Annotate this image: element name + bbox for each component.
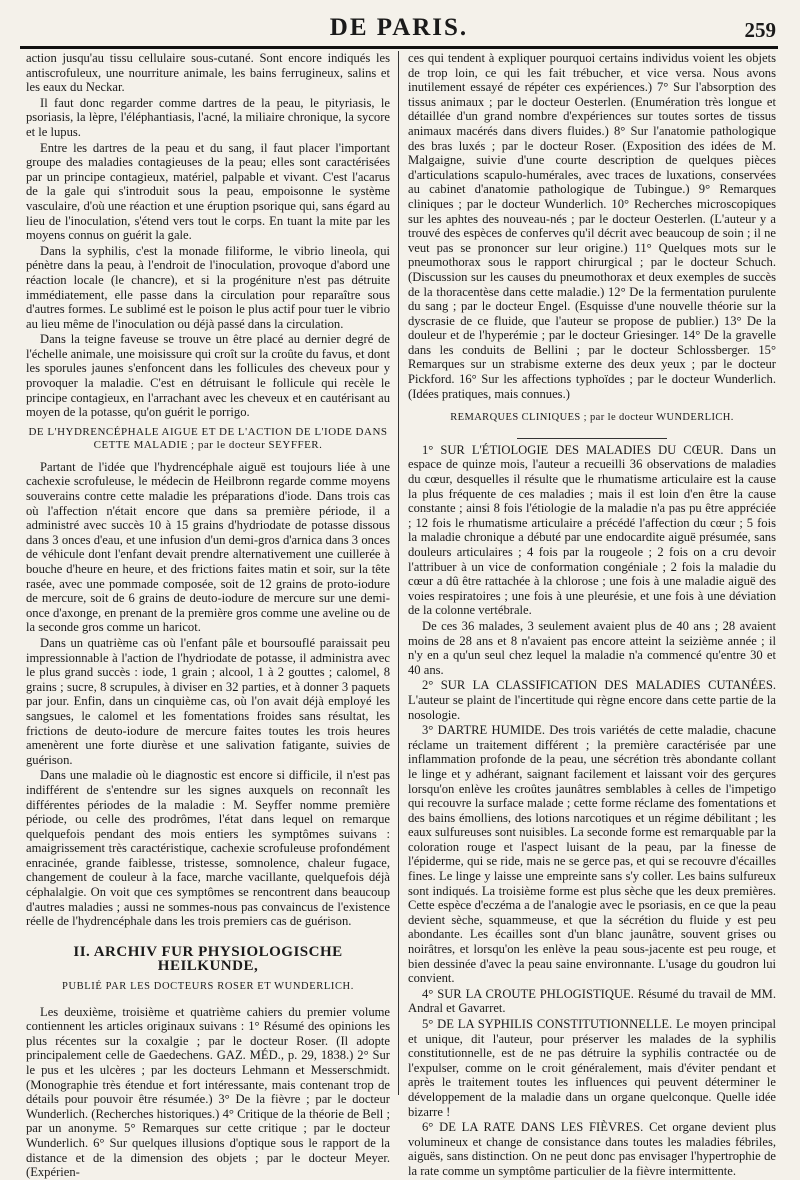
paragraph: ces qui tendent à expliquer pourquoi certains individus voient les objets de trop loin, ce qui les fait trébucher, et vice versa. Nous avons inutilement essayé de répéter ces expériences.) 7° Sur l'absorption des tissus animaux ; par le docteur Oesterlen. (Enumération très longue et détaillée d'un grand nombre d'expériences sur toutes sortes de tissus animaux macérés dans divers fluides.) 8° Sur l'anatomie pathologique des bras luxés ; par le docteur Roser. (Exposition des idées de M. Malgaigne, suivie d'une courte description de quelques pièces d'articulations scapulo-humérales, avec traces de luxations, conservées au cabinet d'anatomie pathologique de Tubingue.) 9° Remarques cliniques ; par le docteur Wunderlich. 10° Recherches microscopiques sur les aphtes des nouveau-nés ; par le docteur Oesterlen. (L'auteur y a trouvé des espèces de conferves qu'il décrit avec beaucoup de soin ; il ne veut pas se prononcer sur leur origine.) 11° Quelques mots sur le pneumothorax sous le rapport chirurgical ; par le docteur Schuch. (Discussion sur les causes du pneumothorax et deux exemples de succès de la thoracentèse dans cette maladie.) 12° De la fermentation purulente du sang ; par le docteur Engel. (Esquisse d'une nouvelle théorie sur la dyscrasie de ce fluide, que l'auteur se propose de publier.) 13° De la douleur et de l'hyperémie ; par le docteur Griesinger. 14° De la gravelle dans les conduits de Bellini ; par le docteur Schlossberger. 15° Remarques sur un strabisme externe des deux yeux ; par le docteur Pickford. 16° Sur les affections typhoïdes ; par le docteur Wunderlich. (Idées pratiques, mais connues.) [408, 51, 776, 401]
section-heading-archiv: II. ARCHIV FUR PHYSIOLOGISCHE HEILKUNDE, [73, 943, 343, 975]
paragraph: 1° SUR L'ÉTIOLOGIE DES MALADIES DU CŒUR. Dans un espace de quinze mois, l'auteur a recueilli 36 observations de maladies du cœur, desquelles il résulte que le rhumatisme articulaire est la cause la plus fréquente de ces maladies ; mais il est loin d'en être la cause constante ; ainsi 8 fois l'étiologie de la maladie n'a pas pu être appréciée ; 12 fois le rhumatisme articulaire a précédé l'affection du cœur ; 5 fois la maladie chronique a débuté par une endocardite aiguë présumée, sans douleurs articulaires ; 4 fois par la rougeole ; 2 fois on a cru devoir l'attribuer à un vice de conformation congéniale ; 2 fois la maladie du cœur a dû être rattachée à la chlorose ; une fois à une maladie aiguë des voies respiratoires ; une fois à une pleurésie, et une fois à une déviation de la colonne vertébrale. [408, 442, 776, 618]
paragraph: Entre les dartres de la peau et du sang, il faut placer l'important groupe des maladies contagieuses de la peau; elles sont caractérisées par un principe contagieux, matériel, palpable et vivant. C'est l'acarus de la gale qui s'introduit sous la peau, empoisonne le système vasculaire, d'où une réaction et une éruption psorique qui, sans égard au lieu de l'inoculation, s'étend vers tout le corps. En tuant la mite par les moyens connus on guérit la gale. [26, 140, 390, 243]
paragraph: Dans la syphilis, c'est la monade filiforme, le vibrio lineola, qui pénètre dans la peau, à l'endroit de l'inoculation, provoque d'abord une réaction locale (le chancre), et si la progéniture n'est pas détruite immédiatement, elle passe dans la circulation pour reparaître sous d'autres formes. Le sublimé est le poison le plus actif pour tuer le vibrio au lieu même de l'inoculation ou déjà passé dans la circulation. [26, 243, 390, 331]
paragraph: action jusqu'au tissu cellulaire sous-cutané. Sont encore indiqués les antiscrofuleux, une nourriture animale, les bains ferrugineux, salins et les eaux du Neckar. [26, 51, 390, 95]
left-column [26, 51, 390, 1180]
column-divider [398, 51, 399, 1095]
paragraph: 5° DE LA SYPHILIS CONSTITUTIONNELLE. Le moyen principal et unique, dit l'auteur, pour préserver les malades de la syphilis constitutionnelle, est de ne pas détruire la syphilis contractée ou de l'expulser, comme on le croit généralement, mais d'éviter pendant et après le traitement toutes les influences qui peuvent déterminer le développement de la maladie dans un organe quelconque. Quelle idée bizarre ! [408, 1017, 776, 1119]
paragraph: Dans un quatrième cas où l'enfant pâle et boursouflé paraissait peu impressionnable à l'action de l'hydriodate de potasse, il administra avec le plus grand succès : iode, 1 grain ; alcool, 1 à 2 gouttes ; calomel, 8 grains ; sucre, 8 scrupules, à diviser en 32 parties, et à donner 3 paquets par jour. Enfin, dans un cinquième cas, où l'on avait déjà employé les sangsues, le calomel et les fomentations froides sans résultat, les frictions de deuto-iodure de mercure faites toutes les trois heures amenèrent une forte diurèse et une salivation fatigante, suivies de guérison. [26, 635, 390, 767]
page-header [20, 12, 778, 46]
paragraph: Partant de l'idée que l'hydrencéphale aiguë est toujours liée à une cachexie scrofuleuse, le médecin de Heilbronn regarde comme moyens souverains contre cette maladie les préparations d'iode. Dans trois cas où l'affection n'était encore que dans sa première période, il a administré avec succès 10 à 15 grains d'hydriodate de potasse dissous dans 3 onces d'eau, et une infusion d'un demi-gros d'arnica dans 3 onces de véhicule dont l'enfant devait prendre alternativement une cuillerée à bouche d'heure en heure, et des frictions faites matin et soir, sur la tête rasée, avec une pommade composée, soit de 12 grains de proto-iodure de mercure, soit de 6 grains de deuto-iodure de mercure sur une demi-once d'axonge, en prenant de la première gros comme une aveline ou de la seconde gros comme un haricot. [26, 459, 390, 635]
paragraph: 4° SUR LA CROUTE PHLOGISTIQUE. Résumé du travail de MM. Andral et Gavarret. [408, 986, 776, 1016]
paragraph: 6° DE LA RATE DANS LES FIÈVRES. Cet organe devient plus volumineux et change de consistance dans toutes les maladies fébriles, aiguës, sans distinction. On ne peut donc pas envisager l'hypertrophie de la rate comme un symptôme particulier de la fièvre intermittente. [408, 1120, 776, 1178]
paragraph: Les deuxième, troisième et quatrième cahiers du premier volume contiennent les articles originaux suivans : 1° Résumé des opinions les plus récentes sur la coxalgie ; par le docteur Roser. (Il adopte principalement celle de Gaedechens. GAZ. MÉD., p. 29, 1838.) 2° Sur le pus et les ulcères ; par les docteurs Lehmann et Messerschmidt. (Monographie très étendue et fort intéressante, mais contenant trop de détails pour pouvoir être résumée.) 3° De la fièvre ; par le docteur Wunderlich. (Recherches historiques.) 4° Critique de la théorie de Bell ; par un anonyme. 5° Remarques sur cette critique ; par le docteur Wunderlich. 6° Sur quelques illusions d'optique sous le rapport de la distance et de la dimension des objets ; par le docteur Meyer. (Expérien- [26, 1004, 390, 1180]
paragraph: De ces 36 malades, 3 seulement avaient plus de 40 ans ; 28 avaient moins de 28 ans et 8 n'avaient pas encore atteint la seizième année ; il n'y en a qu'un seul chez lequel la maladie n'a commencé qu'entre 30 et 40 ans. [408, 618, 776, 677]
section-heading-hydrencephale: DE L'HYDRENCÉPHALE AIGUE ET DE L'ACTION DE L'IODE DANS CETTE MALADIE ; par le docteur SEYFFER. [28, 425, 388, 451]
heading-rule [517, 438, 667, 439]
page-number: 259 [744, 18, 776, 42]
right-column [408, 51, 776, 1178]
paragraph: 3° DARTRE HUMIDE. Des trois variétés de cette maladie, chacune réclame un traitement différent ; la première caractérisée par une inflammation profonde de la peau, une sécrétion très abondante collant le linge et y adhérant, saignant facilement et laissant voir des gerçures lorsqu'on enlève les croûtes jaunâtres semblables à celles de l'impetigo qui recouvre la surface malade ; cette forme réclame des fomentations et des bains émolliens, des lotions narcotiques et un régime débilitant ; les eaux sulfureuses sont nuisibles. La seconde forme est remarquable par la coloration rouge et l'aspect luisant de la peau, par la finesse de l'épiderme, qui se ride, mais ne se gerce pas, et qui se recouvre d'écailles fines. Le linge y laisse une empreinte sans s'y coller. Les bains sulfureux sont indiqués. La troisième forme est plus sèche que les deux premières. Cette espèce d'eczéma a de l'analogie avec le psoriasis, en ce que la peau devient sèche, squammeuse, et que la sécrétion du fluide y est peu abondante. Les écailles sont d'un blanc jaunâtre, souvent grises ou noirâtres, et lorsqu'on les enlève la peau sous-jacente est peu rouge, et bien dessinée d'avec la peau saine environnante. L'usage du goudron lui convient. [408, 723, 776, 986]
paragraph: Il faut donc regarder comme dartres de la peau, le pityriasis, le psoriasis, la lèpre, l'éléphantiasis, l'acné, la miliaire chronique, la sycore et le lupus. [26, 95, 390, 139]
paragraph: Dans une maladie où le diagnostic est encore si difficile, il n'est pas indifférent de s'entendre sur les signes auxquels on reconnaît les différentes périodes de la maladie : M. Seyffer nomme première période, ou celle des prodrômes, l'état dans lequel on remarque quelquefois pendant des mois entiers les symptômes suivans : amaigrissement très caractéristique, cachexie scrofuleuse profondément enracinée, grande faiblesse, tristesse, somnolence, chaleur fugace, changement de couleur à la face, marche vacillante, quelquefois déjà céphalalgie. On voit que ces symptômes se rencontrent dans beaucoup d'autres maladies ; aussi ne sommes-nous pas convaincus de l'existence réelle de l'hydrencéphale dans les trois premiers cas de guérison. [26, 768, 390, 929]
running-title: DE PARIS. [329, 14, 469, 41]
paragraph: 2° SUR LA CLASSIFICATION DES MALADIES CUTANÉES. L'auteur se plaint de l'incertitude qui règne encore dans cette partie de la nosologie. [408, 678, 776, 722]
header-rule [20, 46, 778, 49]
section-subheading-archiv: PUBLIÉ PAR LES DOCTEURS ROSER ET WUNDERLICH. [62, 981, 354, 993]
paragraph: Dans la teigne faveuse se trouve un être placé au dernier degré de l'échelle animale, une moisissure qui croît sur la croûte du favus, et dont les sporules jaunes s'enfoncent dans les follicules des cheveux pour y provoquer la maladie. C'est en détruisant le follicule qui recèle le principe contagieux, en l'arrachant avec les cheveux et en cautérisant au moyen de la potasse, qu'on guérit le porrigo. [26, 332, 390, 420]
section-heading-remarques: REMARQUES CLINIQUES ; par le docteur WUNDERLICH. [450, 412, 734, 424]
